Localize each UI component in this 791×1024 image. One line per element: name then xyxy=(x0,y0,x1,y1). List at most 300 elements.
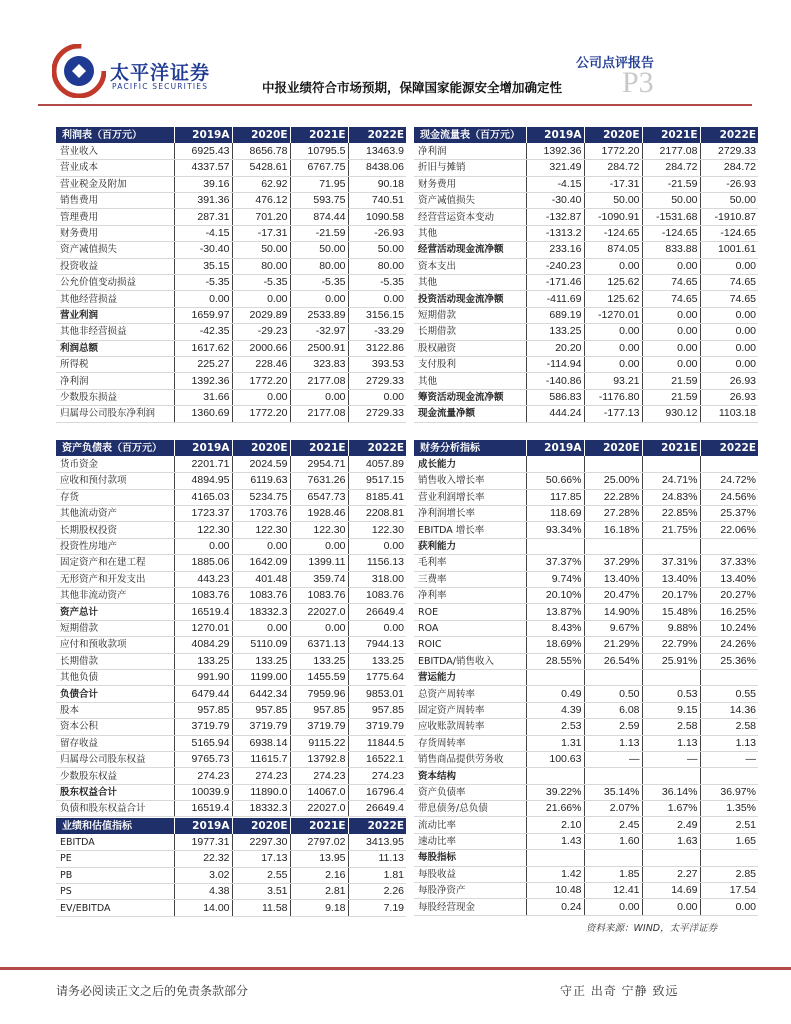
table-cell: 3156.15 xyxy=(348,307,406,323)
table-cell: 0.24 xyxy=(526,899,584,915)
table-row xyxy=(414,340,758,356)
table-cell xyxy=(642,669,700,685)
table-cell: 593.75 xyxy=(290,193,348,209)
table-cell: -1176.80 xyxy=(584,389,642,405)
table-title: 财务分析指标 xyxy=(414,440,526,456)
table-cell: 0.00 xyxy=(174,538,232,554)
table-cell: -32.97 xyxy=(290,324,348,340)
table-cell: 0.50 xyxy=(584,686,642,702)
table-cell: -33.29 xyxy=(348,324,406,340)
table-cell: 2.16 xyxy=(290,867,348,883)
table-cell: 2.26 xyxy=(348,884,406,900)
table-cell: 401.48 xyxy=(232,571,290,587)
table-row xyxy=(56,340,406,356)
table-cell: 17.13 xyxy=(232,851,290,867)
table-cell: 1642.09 xyxy=(232,555,290,571)
table-cell: 1659.97 xyxy=(174,307,232,323)
column-header: 2021E xyxy=(290,127,348,143)
row-label: 股权融资 xyxy=(414,340,526,356)
table-row xyxy=(414,571,758,587)
table-cell: 20.10% xyxy=(526,588,584,604)
table-cell: 2.45 xyxy=(584,817,642,833)
table-cell: 31.66 xyxy=(174,389,232,405)
column-header: 2020E xyxy=(232,127,290,143)
table-cell: 2533.89 xyxy=(290,307,348,323)
row-label: 长期借款 xyxy=(414,324,526,340)
table-cell: 0.00 xyxy=(700,899,758,915)
table-row xyxy=(414,389,758,405)
table-row xyxy=(414,506,758,522)
table-cell: 228.46 xyxy=(232,356,290,372)
table-row xyxy=(56,669,406,685)
table-cell: 1772.20 xyxy=(232,406,290,422)
table-cell: 0.00 xyxy=(584,324,642,340)
table-cell: 2.10 xyxy=(526,817,584,833)
table-row xyxy=(414,883,758,899)
table-row xyxy=(414,784,758,800)
table-cell: -132.87 xyxy=(526,209,584,225)
row-label: 应付和预收款项 xyxy=(56,637,174,653)
table-row xyxy=(414,473,758,489)
table-cell: 6767.75 xyxy=(290,160,348,176)
row-label: 所得税 xyxy=(56,356,174,372)
table-cell: 701.20 xyxy=(232,209,290,225)
table-cell xyxy=(642,850,700,866)
table-cell: 0.00 xyxy=(348,538,406,554)
table-cell: 4.38 xyxy=(174,884,232,900)
table-row xyxy=(56,209,406,225)
row-label: 资本支出 xyxy=(414,258,526,274)
table-cell: -42.35 xyxy=(174,324,232,340)
table-cell: -17.31 xyxy=(584,176,642,192)
table-cell: 16519.4 xyxy=(174,801,232,817)
table-cell: 2729.33 xyxy=(348,406,406,422)
table-cell: -4.15 xyxy=(526,176,584,192)
table-cell xyxy=(700,768,758,784)
table-row xyxy=(414,242,758,258)
row-label: 经营活动现金流净额 xyxy=(414,242,526,258)
column-header: 2022E xyxy=(348,127,406,143)
table-cell: 274.23 xyxy=(174,768,232,784)
table-row xyxy=(414,669,758,685)
table-cell: 122.30 xyxy=(290,522,348,538)
footer-disclaimer: 请务必阅读正文之后的免责条款部分 xyxy=(56,984,249,998)
row-label: 筹资活动现金流净额 xyxy=(414,389,526,405)
table-cell: 1360.69 xyxy=(174,406,232,422)
table-cell: 0.00 xyxy=(642,899,700,915)
table-cell: 133.25 xyxy=(348,653,406,669)
column-header: 2021E xyxy=(642,440,700,456)
table-cell: 3.51 xyxy=(232,884,290,900)
table-cell: 0.00 xyxy=(348,620,406,636)
table-cell: 18.69% xyxy=(526,637,584,653)
table-cell: 1.65 xyxy=(700,833,758,849)
table-cell: 122.30 xyxy=(232,522,290,538)
table-cell: -5.35 xyxy=(348,275,406,291)
table-cell: 21.66% xyxy=(526,801,584,817)
table-cell: 3719.79 xyxy=(348,719,406,735)
table-cell: 50.00 xyxy=(700,193,758,209)
table-cell: 8185.41 xyxy=(348,489,406,505)
row-label: 投资收益 xyxy=(56,258,174,274)
table-cell: 1.13 xyxy=(700,735,758,751)
row-label: 货币资金 xyxy=(56,456,174,472)
table-cell: 11890.0 xyxy=(232,784,290,800)
table-cell: -124.65 xyxy=(642,225,700,241)
table-cell: 991.90 xyxy=(174,669,232,685)
table-cell xyxy=(526,850,584,866)
table-row xyxy=(414,801,758,817)
table-cell: 21.29% xyxy=(584,637,642,653)
row-label: 资产减值损失 xyxy=(56,242,174,258)
table-cell: 1772.20 xyxy=(584,143,642,159)
row-label: 净利润 xyxy=(414,143,526,159)
table-row xyxy=(414,225,758,241)
table-cell xyxy=(584,456,642,472)
table-cell: 16522.1 xyxy=(348,751,406,767)
row-label: 负债和股东权益合计 xyxy=(56,801,174,817)
table-cell: 37.33% xyxy=(700,555,758,571)
table-cell: 22.85% xyxy=(642,506,700,522)
table-row xyxy=(56,884,406,900)
table-cell: 6.08 xyxy=(584,702,642,718)
table-cell: 35.15 xyxy=(174,258,232,274)
table-cell: 393.53 xyxy=(348,356,406,372)
table-row xyxy=(56,225,406,241)
table-cell: 8438.06 xyxy=(348,160,406,176)
table-cell xyxy=(526,538,584,554)
table-cell: 2.27 xyxy=(642,866,700,882)
table-cell: 9.88% xyxy=(642,620,700,636)
row-label: 资产总计 xyxy=(56,604,174,620)
table-cell: -1531.68 xyxy=(642,209,700,225)
table-cell: 1083.76 xyxy=(290,588,348,604)
table-cell: 957.85 xyxy=(348,702,406,718)
table-cell: 3719.79 xyxy=(174,719,232,735)
financial-ratios-table xyxy=(414,440,758,916)
table-cell: 21.59 xyxy=(642,373,700,389)
table-cell: 80.00 xyxy=(232,258,290,274)
table-cell: 1455.59 xyxy=(290,669,348,685)
table-cell: 0.00 xyxy=(232,291,290,307)
row-label: 速动比率 xyxy=(414,833,526,849)
table-row xyxy=(56,489,406,505)
table-cell: 1090.58 xyxy=(348,209,406,225)
table-cell: -114.94 xyxy=(526,356,584,372)
table-cell: -21.59 xyxy=(642,176,700,192)
table-cell: 833.88 xyxy=(642,242,700,258)
table-cell: 1.35% xyxy=(700,801,758,817)
row-label: 投资活动现金流净额 xyxy=(414,291,526,307)
table-cell: 2.55 xyxy=(232,867,290,883)
table-row xyxy=(414,604,758,620)
row-label: EBITDA/销售收入 xyxy=(414,653,526,669)
row-label: 销售费用 xyxy=(56,193,174,209)
table-cell: 11844.5 xyxy=(348,735,406,751)
table-cell: -411.69 xyxy=(526,291,584,307)
table-cell: 3719.79 xyxy=(232,719,290,735)
row-label: 公允价值变动损益 xyxy=(56,275,174,291)
row-label: 固定资产周转率 xyxy=(414,702,526,718)
table-row xyxy=(56,473,406,489)
table-cell: 39.22% xyxy=(526,784,584,800)
table-cell: -5.35 xyxy=(232,275,290,291)
table-cell: 25.36% xyxy=(700,653,758,669)
table-cell: 14067.0 xyxy=(290,784,348,800)
table-cell: 80.00 xyxy=(290,258,348,274)
table-cell: -26.93 xyxy=(348,225,406,241)
table-cell xyxy=(526,456,584,472)
row-label: 投资性房地产 xyxy=(56,538,174,554)
table-cell: — xyxy=(642,751,700,767)
table-row xyxy=(414,258,758,274)
table-cell: 2000.66 xyxy=(232,340,290,356)
page-header xyxy=(0,0,791,110)
table-row xyxy=(414,702,758,718)
row-label: 净利润增长率 xyxy=(414,506,526,522)
table-cell: 20.27% xyxy=(700,588,758,604)
table-cell: 0.00 xyxy=(232,389,290,405)
row-label: 短期借款 xyxy=(414,307,526,323)
table-cell: 3.02 xyxy=(174,867,232,883)
table-cell: -177.13 xyxy=(584,406,642,422)
table-cell: 12.41 xyxy=(584,883,642,899)
table-cell: 26.93 xyxy=(700,373,758,389)
table-cell: 24.26% xyxy=(700,637,758,653)
row-label: 销售商品提供劳务收 xyxy=(414,751,526,767)
table-row xyxy=(414,833,758,849)
row-label: 折旧与摊销 xyxy=(414,160,526,176)
table-cell: 4057.89 xyxy=(348,456,406,472)
table-cell: 74.65 xyxy=(642,291,700,307)
table-cell: 133.25 xyxy=(290,653,348,669)
table-cell: 25.37% xyxy=(700,506,758,522)
table-cell: 50.00 xyxy=(584,193,642,209)
table-cell: -26.93 xyxy=(700,176,758,192)
table-cell: 13.40% xyxy=(584,571,642,587)
table-cell: 37.29% xyxy=(584,555,642,571)
table-cell: 1703.76 xyxy=(232,506,290,522)
table-cell: 1156.13 xyxy=(348,555,406,571)
table-row xyxy=(414,686,758,702)
row-label: 无形资产和开发支出 xyxy=(56,571,174,587)
table-cell: 1977.31 xyxy=(174,834,232,850)
table-cell: 0.00 xyxy=(642,307,700,323)
footer-motto: 守正 出奇 宁静 致远 xyxy=(560,984,679,998)
table-cell: 6371.13 xyxy=(290,637,348,653)
table-cell xyxy=(584,669,642,685)
table-cell: 359.74 xyxy=(290,571,348,587)
table-cell: 1.67% xyxy=(642,801,700,817)
table-cell: 125.62 xyxy=(584,275,642,291)
table-row xyxy=(414,653,758,669)
table-row xyxy=(56,373,406,389)
report-subtitle: 中报业绩符合市场预期，保障国家能源安全增加确定性 xyxy=(262,80,563,95)
table-cell: 0.00 xyxy=(290,538,348,554)
table-cell: -240.23 xyxy=(526,258,584,274)
table-cell: 24.71% xyxy=(642,473,700,489)
table-row xyxy=(56,143,406,159)
table-cell: 321.49 xyxy=(526,160,584,176)
table-row xyxy=(414,588,758,604)
table-cell: 26649.4 xyxy=(348,604,406,620)
table-row xyxy=(56,571,406,587)
table-cell: 5234.75 xyxy=(232,489,290,505)
table-cell: -21.59 xyxy=(290,225,348,241)
table-cell: 0.00 xyxy=(642,356,700,372)
column-header: 2021E xyxy=(290,440,348,456)
table-cell: 26649.4 xyxy=(348,801,406,817)
table-cell: 27.28% xyxy=(584,506,642,522)
table-row xyxy=(56,160,406,176)
table-cell: 1.13 xyxy=(642,735,700,751)
row-label: 其他 xyxy=(414,275,526,291)
table-cell xyxy=(642,768,700,784)
table-cell: 957.85 xyxy=(174,702,232,718)
table-row xyxy=(414,735,758,751)
table-title: 利润表（百万元） xyxy=(56,127,174,143)
row-label: 财务费用 xyxy=(414,176,526,192)
table-cell: 1001.61 xyxy=(700,242,758,258)
table-cell: 2208.81 xyxy=(348,506,406,522)
table-cell: 20.20 xyxy=(526,340,584,356)
table-row xyxy=(414,538,758,554)
table-row xyxy=(56,522,406,538)
column-header: 2022E xyxy=(348,818,406,834)
source-note: 资料来源：WIND，太平洋证券 xyxy=(586,923,718,934)
table-cell: 1392.36 xyxy=(174,373,232,389)
table-cell: 957.85 xyxy=(290,702,348,718)
table-cell: 10039.9 xyxy=(174,784,232,800)
table-cell: 1772.20 xyxy=(232,373,290,389)
column-header: 2019A xyxy=(174,127,232,143)
table-cell: 13.87% xyxy=(526,604,584,620)
table-cell xyxy=(584,850,642,866)
table-header-row xyxy=(414,127,758,143)
row-label: 其他 xyxy=(414,373,526,389)
table-row xyxy=(414,307,758,323)
table-row xyxy=(56,356,406,372)
table-cell: 1399.11 xyxy=(290,555,348,571)
row-label: 应收和预付款项 xyxy=(56,473,174,489)
row-label: 利润总额 xyxy=(56,340,174,356)
table-cell: 1083.76 xyxy=(174,588,232,604)
table-row xyxy=(56,604,406,620)
table-cell: 20.17% xyxy=(642,588,700,604)
table-title: 业绩和估值指标 xyxy=(56,818,174,834)
table-cell xyxy=(526,669,584,685)
table-cell: 2500.91 xyxy=(290,340,348,356)
table-cell: 9.67% xyxy=(584,620,642,636)
table-cell: 25.00% xyxy=(584,473,642,489)
table-row xyxy=(414,193,758,209)
row-label: 少数股东权益 xyxy=(56,768,174,784)
table-cell: 274.23 xyxy=(290,768,348,784)
table-cell: 2201.71 xyxy=(174,456,232,472)
table-row xyxy=(414,160,758,176)
table-cell: 2.58 xyxy=(700,719,758,735)
table-cell: 7631.26 xyxy=(290,473,348,489)
table-cell: 274.23 xyxy=(348,768,406,784)
table-cell: 4894.95 xyxy=(174,473,232,489)
row-label: 资本结构 xyxy=(414,768,526,784)
row-label: 其他负债 xyxy=(56,669,174,685)
table-cell: 874.05 xyxy=(584,242,642,258)
table-cell: 740.51 xyxy=(348,193,406,209)
table-cell: 2797.02 xyxy=(290,834,348,850)
table-row xyxy=(414,143,758,159)
table-cell: — xyxy=(584,751,642,767)
table-cell: -29.23 xyxy=(232,324,290,340)
table-cell: 13.95 xyxy=(290,851,348,867)
row-label: 资本公积 xyxy=(56,719,174,735)
row-label: 应收账款周转率 xyxy=(414,719,526,735)
column-header: 2020E xyxy=(232,818,290,834)
header-divider xyxy=(38,104,752,106)
table-cell: 7944.13 xyxy=(348,637,406,653)
table-cell: 0.00 xyxy=(642,340,700,356)
table-cell: 80.00 xyxy=(348,258,406,274)
table-cell: -30.40 xyxy=(526,193,584,209)
table-row xyxy=(414,751,758,767)
table-row xyxy=(414,719,758,735)
table-row xyxy=(56,867,406,883)
table-cell: 2.59 xyxy=(584,719,642,735)
column-header: 2020E xyxy=(232,440,290,456)
table-cell: 689.19 xyxy=(526,307,584,323)
table-cell: 3719.79 xyxy=(290,719,348,735)
table-cell: 26.93 xyxy=(700,389,758,405)
table-row xyxy=(56,555,406,571)
table-cell: 391.36 xyxy=(174,193,232,209)
table-cell: 50.00 xyxy=(642,193,700,209)
table-cell: 14.69 xyxy=(642,883,700,899)
row-label: 每股收益 xyxy=(414,866,526,882)
table-header-row xyxy=(56,818,406,834)
table-row xyxy=(414,555,758,571)
table-cell: 1.13 xyxy=(584,735,642,751)
table-title: 资产负债表（百万元） xyxy=(56,440,174,456)
table-cell: -30.40 xyxy=(174,242,232,258)
table-cell: 957.85 xyxy=(232,702,290,718)
row-label: 长期借款 xyxy=(56,653,174,669)
table-cell: 9.15 xyxy=(642,702,700,718)
table-cell: 2954.71 xyxy=(290,456,348,472)
table-cell: 1.42 xyxy=(526,866,584,882)
row-label: 存货周转率 xyxy=(414,735,526,751)
table-cell: 1199.00 xyxy=(232,669,290,685)
table-row xyxy=(56,538,406,554)
column-header: 2019A xyxy=(526,440,584,456)
column-header: 2019A xyxy=(526,127,584,143)
table-cell: 2024.59 xyxy=(232,456,290,472)
table-row xyxy=(56,686,406,702)
balance-sheet-table xyxy=(56,440,406,817)
table-cell: 11.58 xyxy=(232,900,290,916)
row-label: 获利能力 xyxy=(414,538,526,554)
table-row xyxy=(56,653,406,669)
table-cell: 24.72% xyxy=(700,473,758,489)
table-row xyxy=(414,637,758,653)
table-cell: 1083.76 xyxy=(348,588,406,604)
table-cell: 9517.15 xyxy=(348,473,406,489)
table-row xyxy=(414,356,758,372)
row-label: 流动比率 xyxy=(414,817,526,833)
table-cell: 16.18% xyxy=(584,522,642,538)
row-label: 每股经营现金 xyxy=(414,899,526,915)
table-cell: 0.00 xyxy=(232,538,290,554)
table-cell: 50.00 xyxy=(348,242,406,258)
